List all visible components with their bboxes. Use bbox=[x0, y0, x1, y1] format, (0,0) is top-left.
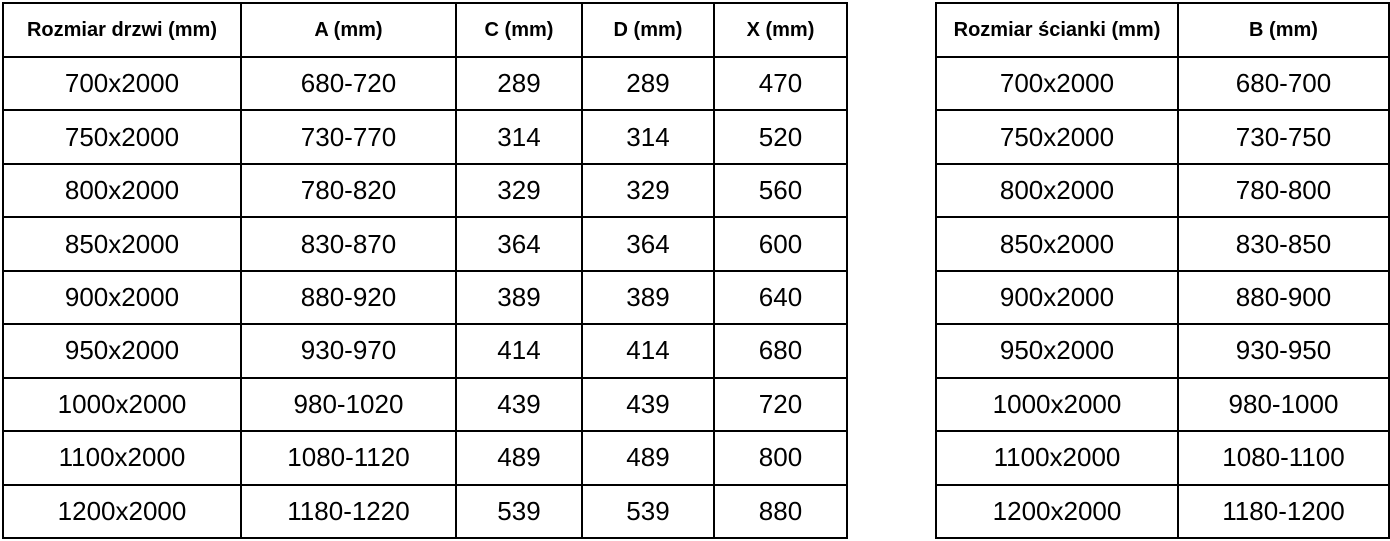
table-row bbox=[3, 378, 847, 431]
table-cell: 800x2000 bbox=[3, 164, 241, 217]
column-header: D (mm) bbox=[582, 3, 714, 57]
table-cell: 439 bbox=[456, 378, 582, 431]
table-cell: 680-720 bbox=[241, 57, 456, 110]
table-cell: 414 bbox=[582, 324, 714, 377]
table-row bbox=[936, 431, 1389, 484]
table-row bbox=[936, 110, 1389, 163]
table-cell: 880 bbox=[714, 485, 847, 539]
door-sizes-table bbox=[2, 2, 848, 539]
table-cell: 850x2000 bbox=[3, 217, 241, 270]
table-cell: 930-950 bbox=[1178, 324, 1389, 377]
table-row bbox=[3, 57, 847, 110]
table-cell: 850x2000 bbox=[936, 217, 1178, 270]
table-row bbox=[3, 271, 847, 324]
table-cell: 489 bbox=[456, 431, 582, 484]
table-cell: 600 bbox=[714, 217, 847, 270]
table-cell: 364 bbox=[456, 217, 582, 270]
table-row bbox=[936, 378, 1389, 431]
table-cell: 539 bbox=[456, 485, 582, 539]
table-cell: 314 bbox=[456, 110, 582, 163]
table-cell: 800 bbox=[714, 431, 847, 484]
table-row bbox=[3, 485, 847, 539]
table-cell: 880-900 bbox=[1178, 271, 1389, 324]
wall-sizes-table bbox=[935, 2, 1390, 539]
column-header: C (mm) bbox=[456, 3, 582, 57]
table-cell: 389 bbox=[582, 271, 714, 324]
table-cell: 289 bbox=[582, 57, 714, 110]
table-row bbox=[3, 164, 847, 217]
table-row bbox=[3, 217, 847, 270]
table-cell: 880-920 bbox=[241, 271, 456, 324]
table-cell: 414 bbox=[456, 324, 582, 377]
column-header: A (mm) bbox=[241, 3, 456, 57]
table-cell: 640 bbox=[714, 271, 847, 324]
table-cell: 950x2000 bbox=[936, 324, 1178, 377]
table-row bbox=[936, 324, 1389, 377]
table-cell: 800x2000 bbox=[936, 164, 1178, 217]
column-header: Rozmiar drzwi (mm) bbox=[3, 3, 241, 57]
table-row bbox=[936, 164, 1389, 217]
table-cell: 539 bbox=[582, 485, 714, 539]
table-cell: 1200x2000 bbox=[936, 485, 1178, 539]
table-cell: 830-870 bbox=[241, 217, 456, 270]
table-cell: 680 bbox=[714, 324, 847, 377]
column-header: Rozmiar ścianki (mm) bbox=[936, 3, 1178, 57]
table-cell: 1100x2000 bbox=[3, 431, 241, 484]
table-cell: 1180-1220 bbox=[241, 485, 456, 539]
table-row bbox=[936, 217, 1389, 270]
table-cell: 730-770 bbox=[241, 110, 456, 163]
table-cell: 900x2000 bbox=[936, 271, 1178, 324]
table-cell: 730-750 bbox=[1178, 110, 1389, 163]
table-cell: 1000x2000 bbox=[3, 378, 241, 431]
table-cell: 720 bbox=[714, 378, 847, 431]
table-row bbox=[3, 431, 847, 484]
table-cell: 900x2000 bbox=[3, 271, 241, 324]
table-cell: 780-820 bbox=[241, 164, 456, 217]
table-cell: 930-970 bbox=[241, 324, 456, 377]
table-cell: 1200x2000 bbox=[3, 485, 241, 539]
table-row bbox=[936, 57, 1389, 110]
table-cell: 700x2000 bbox=[936, 57, 1178, 110]
table-cell: 1080-1120 bbox=[241, 431, 456, 484]
table-cell: 439 bbox=[582, 378, 714, 431]
table-cell: 780-800 bbox=[1178, 164, 1389, 217]
table-row bbox=[936, 271, 1389, 324]
table-cell: 1000x2000 bbox=[936, 378, 1178, 431]
table-row bbox=[3, 110, 847, 163]
table-cell: 700x2000 bbox=[3, 57, 241, 110]
header-row bbox=[3, 3, 847, 57]
column-header: B (mm) bbox=[1178, 3, 1389, 57]
table-cell: 1180-1200 bbox=[1178, 485, 1389, 539]
table-cell: 750x2000 bbox=[936, 110, 1178, 163]
table-row bbox=[3, 324, 847, 377]
table-cell: 329 bbox=[456, 164, 582, 217]
table-cell: 314 bbox=[582, 110, 714, 163]
table-cell: 980-1020 bbox=[241, 378, 456, 431]
table-cell: 680-700 bbox=[1178, 57, 1389, 110]
table-cell: 329 bbox=[582, 164, 714, 217]
table-cell: 470 bbox=[714, 57, 847, 110]
table-cell: 980-1000 bbox=[1178, 378, 1389, 431]
table-cell: 560 bbox=[714, 164, 847, 217]
header-row bbox=[936, 3, 1389, 57]
table-cell: 830-850 bbox=[1178, 217, 1389, 270]
table-row bbox=[936, 485, 1389, 539]
table-cell: 520 bbox=[714, 110, 847, 163]
table-cell: 950x2000 bbox=[3, 324, 241, 377]
table-cell: 389 bbox=[456, 271, 582, 324]
table-cell: 364 bbox=[582, 217, 714, 270]
table-cell: 289 bbox=[456, 57, 582, 110]
column-header: X (mm) bbox=[714, 3, 847, 57]
table-cell: 489 bbox=[582, 431, 714, 484]
table-cell: 1100x2000 bbox=[936, 431, 1178, 484]
table-cell: 750x2000 bbox=[3, 110, 241, 163]
table-cell: 1080-1100 bbox=[1178, 431, 1389, 484]
